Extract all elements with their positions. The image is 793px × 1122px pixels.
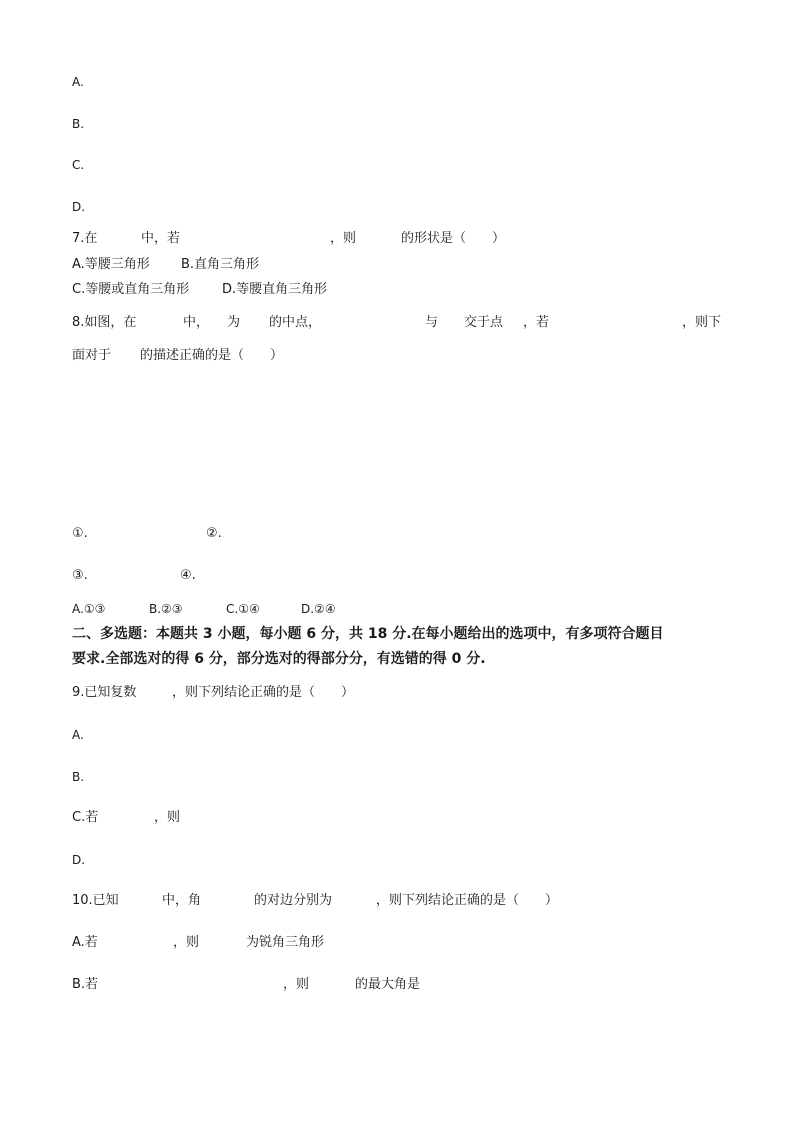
q9-option-b: B. <box>72 770 85 784</box>
q10-option-a-part3: 为锐角三角形 <box>246 935 325 950</box>
q9-option-c-part1: C.若 <box>72 810 99 825</box>
q7-stem-part3: ，则 <box>330 231 357 246</box>
q6-option-c: C. <box>72 158 85 172</box>
q10-option-b-part1: B.若 <box>72 977 99 992</box>
q7-stem-part2: 中，若 <box>141 231 181 246</box>
q8-stem-part8: ，则下 <box>682 315 722 330</box>
q8-stem-part3: 为 <box>227 315 241 330</box>
q8-stem-part4: 的中点， <box>269 315 322 330</box>
q9-option-d: D. <box>72 853 86 867</box>
q8-statement-3: ③. <box>72 568 88 583</box>
q6-option-a: A. <box>72 75 84 89</box>
q8-stem-part6: 交于点 <box>464 315 504 330</box>
q7-option-a: A.等腰三角形 <box>72 257 150 272</box>
q10-option-b-part2: ，则 <box>283 977 310 992</box>
section2-heading-line1: 二、多选题：本题共 3 小题，每小题 6 分，共 18 分.在每小题给出的选项中，有多项符合题目 <box>72 626 664 642</box>
q8-stem-part10: 的描述正确的是（ ） <box>140 348 284 363</box>
q6-option-d: D. <box>72 200 86 214</box>
q10-option-a-part2: ，则 <box>173 935 200 950</box>
q7-stem-part1: 7.在 <box>72 231 98 246</box>
q10-stem-part3: 的对边分别为 <box>254 893 333 908</box>
q8-statement-2: ②. <box>206 526 222 541</box>
q9-option-c-part2: ，则 <box>154 810 181 825</box>
q7-option-c: C.等腰或直角三角形 <box>72 282 190 297</box>
q8-option-c: C.①④ <box>226 602 260 616</box>
q8-option-a: A.①③ <box>72 602 106 616</box>
q10-stem-part4: ，则下列结论正确的是（ ） <box>376 893 559 908</box>
q10-option-b-part3: 的最大角是 <box>355 977 421 992</box>
q7-option-b: B.直角三角形 <box>181 257 260 272</box>
q8-option-b: B.②③ <box>149 602 183 616</box>
q8-stem-part2: 中， <box>183 315 210 330</box>
q8-stem-part7: ，若 <box>523 315 550 330</box>
q8-option-d: D.②④ <box>301 602 336 616</box>
q9-option-a: A. <box>72 728 84 742</box>
q9-stem-part1: 9.已知复数 <box>72 685 137 700</box>
section2-heading-line2: 要求.全部选对的得 6 分，部分选对的得部分分，有选错的得 0 分. <box>72 651 486 667</box>
q8-stem-part9: 面对于 <box>72 348 112 363</box>
q7-stem-part4: 的形状是（ ） <box>401 231 506 246</box>
q10-stem-part1: 10.已知 <box>72 893 119 908</box>
q8-stem-part5: 与 <box>425 315 439 330</box>
q6-option-b: B. <box>72 117 85 131</box>
q10-option-a-part1: A.若 <box>72 935 98 950</box>
q9-stem-part2: ，则下列结论正确的是（ ） <box>172 685 355 700</box>
q7-option-d: D.等腰直角三角形 <box>222 282 328 297</box>
q8-statement-4: ④. <box>180 568 196 583</box>
q10-stem-part2: 中，角 <box>162 893 202 908</box>
q8-statement-1: ①. <box>72 526 88 541</box>
q8-stem-part1: 8.如图，在 <box>72 315 137 330</box>
